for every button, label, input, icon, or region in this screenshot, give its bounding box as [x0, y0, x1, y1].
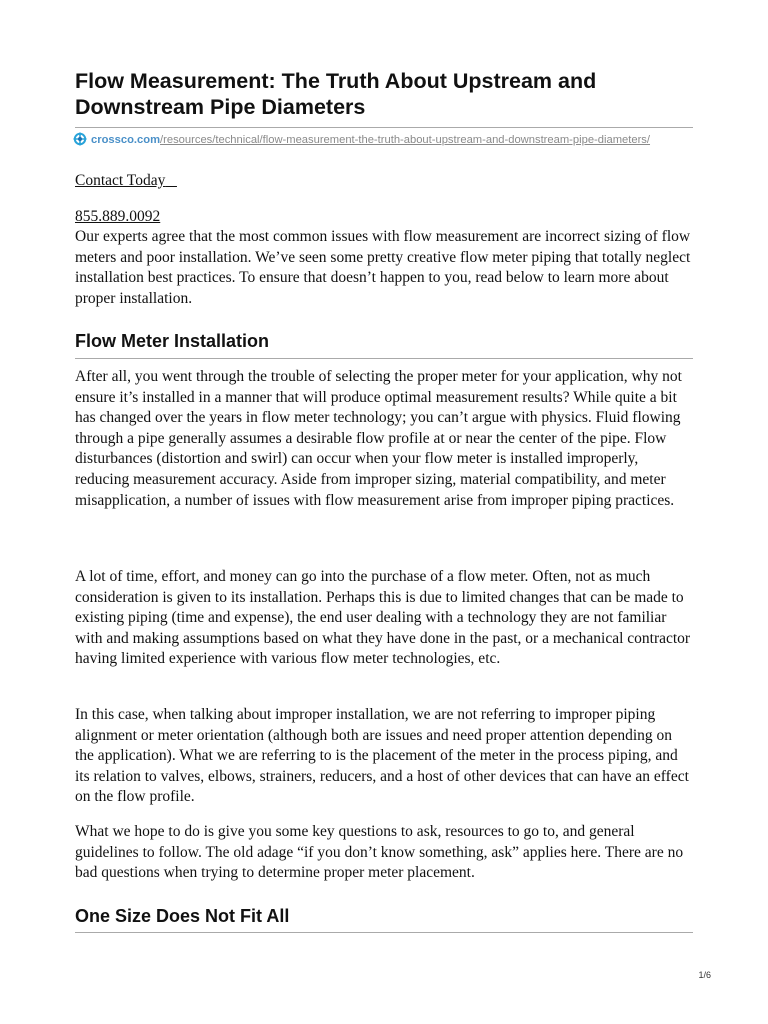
- crossco-logo-icon: [73, 132, 87, 146]
- source-domain[interactable]: crossco.com: [91, 134, 161, 146]
- page-title: Flow Measurement: The Truth About Upstream and Downstream Pipe Diameters: [75, 69, 597, 119]
- source-url[interactable]: [75, 132, 715, 148]
- body-paragraph: What we hope to do is give you some key questions to ask, resources to go to, and general guidelines to follow. The old adage “if you don’t know something, ask” applies here. There are no bad questions when trying to determine proper meter placement.: [75, 823, 684, 882]
- contact-link[interactable]: [75, 171, 693, 192]
- body-paragraph: A lot of time, effort, and money can go into the purchase of a flow meter. Often, not as much consideration is given to its installation. Perhaps this is due to limited changes that can be made to existing piping (time and expense), the end user dealing with a technology they are not familiar with and making assumptions based on what they have done in the past, or a mechanical contractor having limited experience with various flow meter technologies, etc.: [75, 568, 691, 668]
- page-number: 1/6: [698, 970, 711, 980]
- section-heading-one-size: One Size Does Not Fit All: [75, 906, 290, 926]
- section-divider: [75, 932, 693, 933]
- intro-paragraph: Our experts agree that the most common issues with flow measurement are incorrect sizing of flow meters and poor installation. We’ve seen some pretty creative flow meter piping that totally neglect installation best practices. To ensure that doesn’t happen to you, read below to learn more about proper installation.: [75, 228, 691, 307]
- section-heading-flow-meter-installation: Flow Meter Installation: [75, 331, 270, 351]
- section-divider: [75, 358, 693, 359]
- title-divider: [75, 127, 693, 128]
- body-paragraph: After all, you went through the trouble of selecting the proper meter for your application, why not ensure it’s installed in a manner that will produce optimal measurement results? While quite a bit has changed over the years in flow meter technology; you can’t argue with physics. Fluid flowing through a pipe generally assumes a desirable flow profile at or near the center of the pipe. Flow disturbances (distortion and swirl) can occur when your flow meter is installed improperly, reducing measurement accuracy. Aside from improper sizing, material compatibility, and meter misapplication, a number of issues with flow measurement arise from improper piping practices.: [75, 368, 682, 509]
- source-path[interactable]: /resources/technical/flow-measurement-the-truth-about-upstream-and-downstream-pipe-diameters/: [160, 134, 651, 146]
- body-paragraph: In this case, when talking about improper installation, we are not referring to improper piping alignment or meter orientation (although both are issues and need proper attention depending on the application). What we are referring to is the placement of the meter in the process piping, and its relation to valves, elbows, strainers, reducers, and a host of other devices that can have an effect on the flow profile.: [75, 706, 689, 806]
- phone-link[interactable]: 855.889.0092: [75, 208, 161, 225]
- contact-link-label[interactable]: Contact Today: [75, 172, 166, 189]
